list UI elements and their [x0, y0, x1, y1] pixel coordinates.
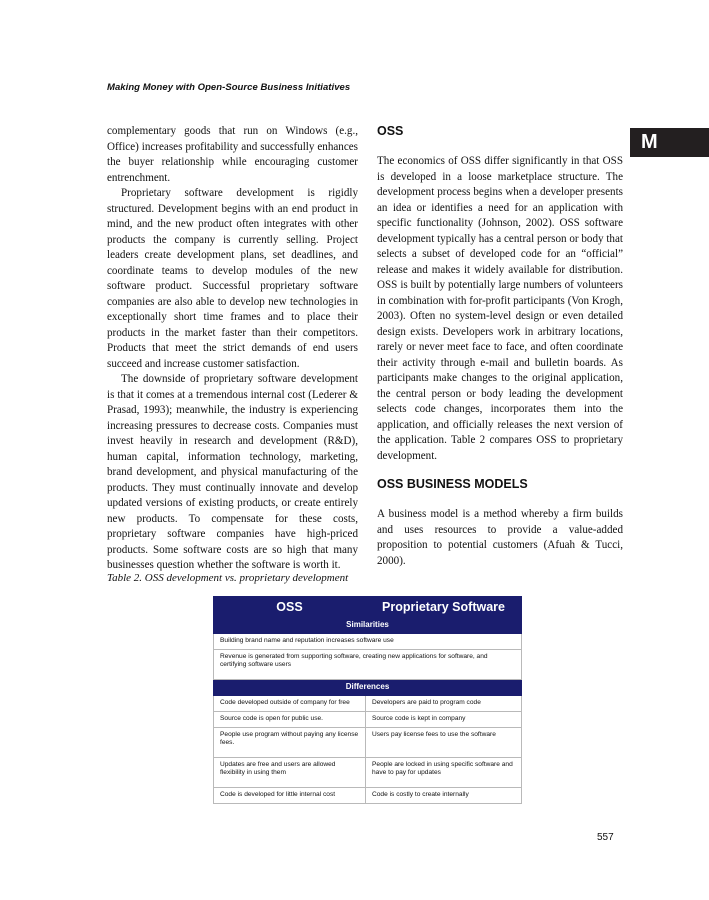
table-caption: Table 2. OSS development vs. proprietary development — [107, 572, 349, 584]
table-cell: Code is developed for little internal cost — [214, 788, 366, 804]
table-cell: Source code is kept in company — [366, 712, 522, 728]
differences-band: Differences — [214, 680, 522, 696]
paragraph: Proprietary software development is rigidly structured. Development begins with an end product in mind, and the new product often integrates with other products the company is currently selling. Project leaders create development plans, set deadlines, and coordinate teams to develop modules of the new software product. Successful proprietary software companies are also able to develop new technologies in exceptionally short time frames and to place their products in the market faster than their competitors. Products that meet the strict demands of end users succeed and increase customer satisfaction. — [107, 187, 358, 370]
table-cell: People are locked in using specific software and have to pay for updates — [366, 758, 522, 788]
paragraph: The economics of OSS differ significantly in that OSS is developed in a loose marketplace structure. The development process begins when a developer presents an idea or identifies a need for an application with specific functionality (Johnson, 2002). OSS software development typically has a central person or body that selects a subset of developed code for an “official” release and makes it widely available for distribution. OSS is built by potentially large numbers of volunteers in combination with for-profit participants (Von Krogh, 2003). Often no system-level design or even detailed design exists. Developers work in arbitrary locations, rarely or never meet face to face, and often coordinate their activity through e-mail and bulletin boards. As participants make changes to the original application, the central person or body leading the development selects code changes, incorporates them into the application, and officially releases the next version of the application. Table 2 compares OSS to proprietary development. — [377, 155, 623, 462]
comparison-table — [213, 596, 522, 804]
left-column — [107, 124, 358, 574]
section-tab-marker: M — [630, 128, 709, 157]
column-header-oss: OSS — [214, 597, 366, 618]
table-cell: Source code is open for public use. — [214, 712, 366, 728]
table-cell: Revenue is generated from supporting software, creating new applications for software, and certifying software users — [214, 650, 522, 680]
paragraph: complementary goods that run on Windows (e.g., Office) increases profitability and successfully enhances the buyer relationship while encouraging customer entrenchment. — [107, 125, 358, 184]
table-cell: Developers are paid to program code — [366, 696, 522, 712]
page-number: 557 — [597, 832, 614, 843]
section-heading-oss: OSS — [377, 124, 404, 138]
table-cell: People use program without paying any license fees. — [214, 728, 366, 758]
table-cell: Code developed outside of company for free — [214, 696, 366, 712]
column-header-proprietary: Proprietary Software — [366, 597, 522, 618]
table-cell: Updates are free and users are allowed flexibility in using them — [214, 758, 366, 788]
section-heading-business-models: OSS BUSINESS MODELS — [377, 477, 528, 491]
table-cell: Users pay license fees to use the software — [366, 728, 522, 758]
similarities-band: Similarities — [214, 618, 522, 634]
right-column — [377, 154, 623, 464]
table-cell: Building brand name and reputation increases software use — [214, 634, 522, 650]
running-head: Making Money with Open-Source Business Initiatives — [107, 82, 351, 93]
table-cell: Code is costly to create internally — [366, 788, 522, 804]
paragraph: The downside of proprietary software development is that it comes at a tremendous internal cost (Lederer & Prasad, 1993); meanwhile, the industry is experiencing increasing pressures to decrease costs. Companies must invest heavily in research and development (R&D), human capital, information technology, marketing, brand development, and physical manufacturing of the products. They must continually innovate and develop updated versions of existing products, or create entirely new products. To compensate for these costs, proprietary software companies have high-priced products. Some software costs are so high that many businesses question whether the software is worth it. — [107, 373, 358, 571]
right-column-lower — [377, 507, 623, 569]
paragraph: A business model is a method whereby a firm builds and uses resources to provide a value-added proposition to potential customers (Afuah & Tucci, 2000). — [377, 508, 623, 567]
